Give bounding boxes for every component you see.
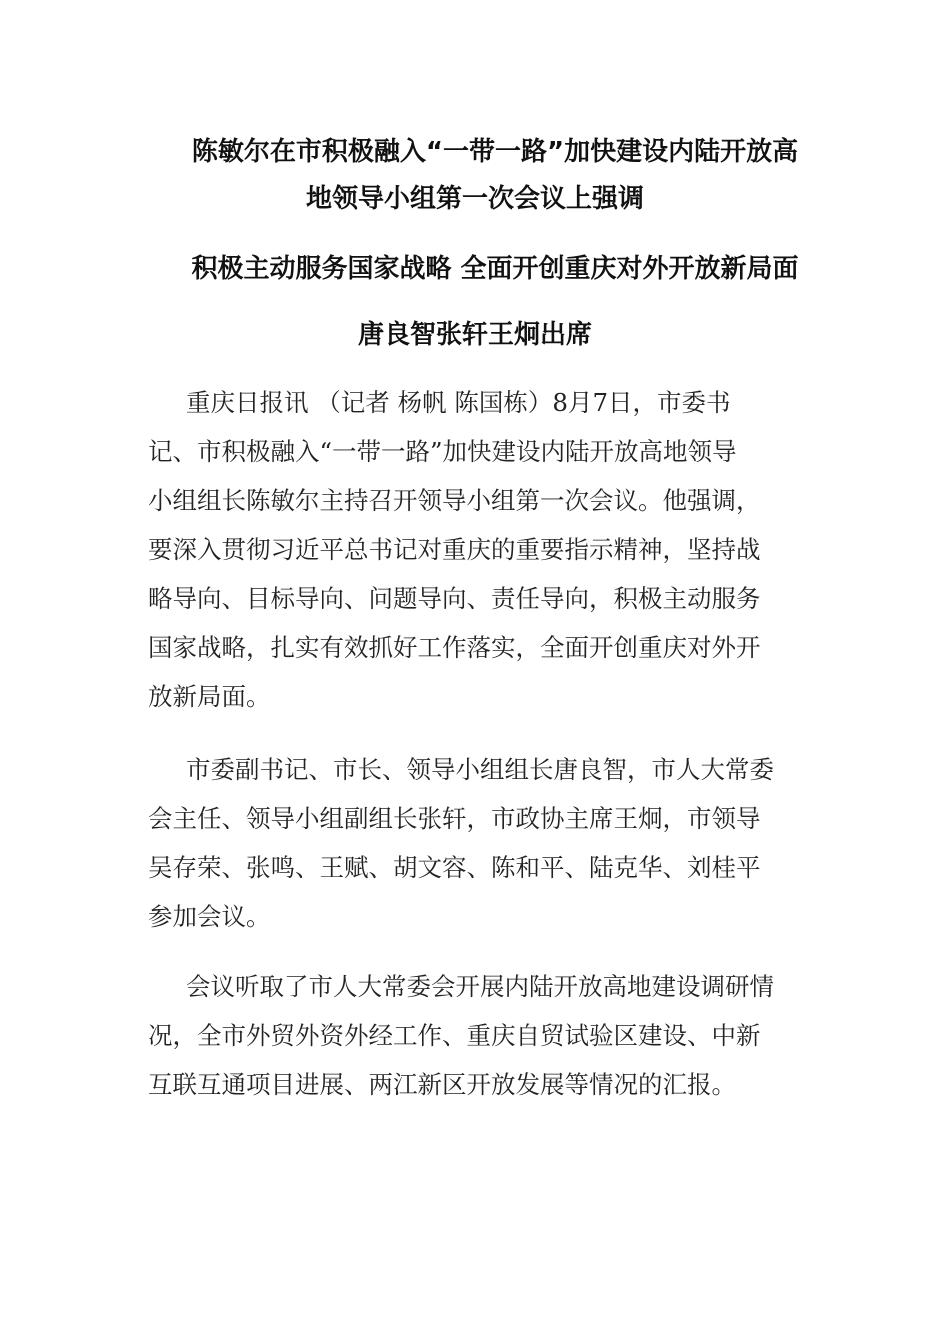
paragraph-line: 参加会议。 xyxy=(148,902,271,931)
paragraph-line: 要深入贯彻习近平总书记对重庆的重要指示精神，坚持战 xyxy=(148,535,761,564)
paragraph-line: 重庆日报讯 （记者 杨帆 陈国栋）8月7日，市委书 xyxy=(186,388,731,417)
paragraph-line: 吴存荣、张鸣、王赋、胡文容、陈和平、陆克华、刘桂平 xyxy=(148,853,761,882)
paragraph-line: 会主任、领导小组副组长张轩，市政协主席王炯，市领导 xyxy=(148,804,761,833)
headline-line-1: 陈敏尔在市积极融入“一带一路”加快建设内陆开放高 xyxy=(191,137,799,167)
paragraph-line: 互联互通项目进展、两江新区开放发展等情况的汇报。 xyxy=(148,1070,736,1099)
paragraph-line: 略导向、目标导向、问题导向、责任导向，积极主动服务 xyxy=(148,584,761,613)
paragraph-line: 国家战略，扎实有效抓好工作落实，全面开创重庆对外开 xyxy=(148,633,761,662)
paragraph-1 xyxy=(148,378,808,721)
paragraph-line: 小组组长陈敏尔主持召开领导小组第一次会议。他强调， xyxy=(148,486,761,515)
paragraph-3 xyxy=(148,962,808,1109)
paragraph-2 xyxy=(148,745,808,941)
paragraph-line: 况，全市外贸外资外经工作、重庆自贸试验区建设、中新 xyxy=(148,1021,761,1050)
paragraph-line: 记、市积极融入“一带一路”加快建设内陆开放高地领导 xyxy=(148,437,737,466)
paragraph-line: 会议听取了市人大常委会开展内陆开放高地建设调研情 xyxy=(186,972,774,1001)
paragraph-line: 放新局面。 xyxy=(148,682,271,711)
headline-subtitle: 积极主动服务国家战略 全面开创重庆对外开放新局面 xyxy=(191,254,799,284)
paragraph-line: 市委副书记、市长、领导小组组长唐良智，市人大常委 xyxy=(186,755,774,784)
headline-line-2: 地领导小组第一次会议上强调 xyxy=(305,184,644,214)
headline-attendees: 唐良智张轩王炯出席 xyxy=(357,320,592,350)
